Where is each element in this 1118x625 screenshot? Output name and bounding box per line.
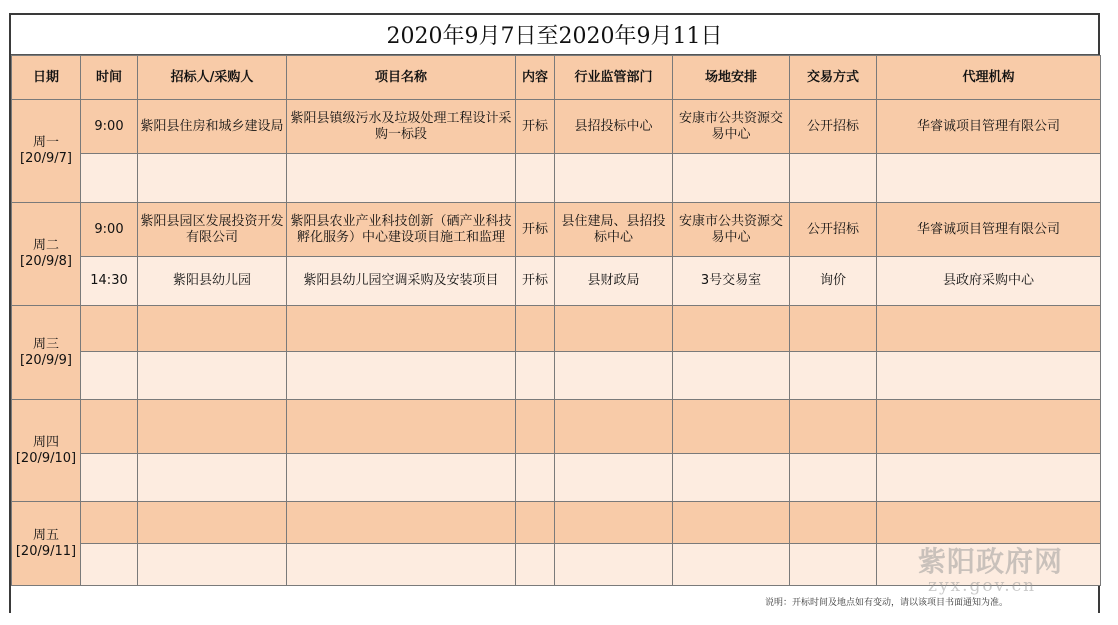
- table-row: [12, 306, 1101, 352]
- table-row: [12, 400, 1101, 454]
- cell-agency: 华睿诚项目管理有限公司: [877, 203, 1101, 257]
- day-date: [20/9/11]: [15, 543, 77, 559]
- cell-dept: 县招投标中心: [555, 100, 673, 154]
- cell-buyer: 紫阳县住房和城乡建设局: [138, 100, 287, 154]
- cell-buyer: 紫阳县园区发展投资开发有限公司: [138, 203, 287, 257]
- header-dept: 行业监管部门: [555, 56, 673, 100]
- cell-venue: 安康市公共资源交易中心: [673, 100, 790, 154]
- cell-project: 紫阳县农业产业科技创新（硒产业科技孵化服务）中心建设项目施工和监理: [287, 203, 516, 257]
- cell-time: 14:30: [81, 257, 138, 306]
- cell-content: 开标: [516, 203, 555, 257]
- day-cell-tue: [12, 203, 81, 306]
- day-cell-wed: [12, 306, 81, 400]
- day-weekday: 周三: [32, 336, 59, 352]
- cell-mode: 询价: [790, 257, 877, 306]
- cell-agency: 县政府采购中心: [877, 257, 1101, 306]
- header-agency: 代理机构: [877, 56, 1101, 100]
- header-date: 日期: [12, 56, 81, 100]
- cell-mode: 公开招标: [790, 203, 877, 257]
- day-date: [20/9/8]: [20, 254, 72, 269]
- cell-mode: 公开招标: [790, 100, 877, 154]
- cell-dept: 县财政局: [555, 257, 673, 306]
- day-date: [20/9/7]: [20, 151, 72, 166]
- day-date: [20/9/9]: [20, 352, 72, 368]
- table-row: [12, 257, 1101, 306]
- day-cell-fri: [12, 502, 81, 586]
- schedule-sheet: [9, 13, 1100, 613]
- table-row: [12, 352, 1101, 400]
- cell-time: 9:00: [81, 203, 138, 257]
- table-row: [12, 154, 1101, 203]
- header-venue: 场地安排: [673, 56, 790, 100]
- day-cell-mon: [12, 100, 81, 203]
- cell-venue: 3号交易室: [673, 257, 790, 306]
- day-date: [20/9/10]: [15, 450, 77, 466]
- note-text: 说明：开标时间及地点如有变动，请以该项目书面通知为准。: [764, 598, 1008, 608]
- day-weekday: 周二: [32, 238, 59, 253]
- day-cell-thu: [12, 400, 81, 502]
- watermark-cn: 紫阳政府网: [918, 545, 1064, 578]
- table-row: [12, 100, 1101, 154]
- watermark-en: zyx.gov.cn: [928, 576, 1037, 596]
- cell-buyer: 紫阳县幼儿园: [138, 257, 287, 306]
- header-buyer: 招标人/采购人: [138, 56, 287, 100]
- site-watermark: [918, 540, 1083, 600]
- cell-content: 开标: [516, 257, 555, 306]
- cell-dept: 县住建局、县招投标中心: [555, 203, 673, 257]
- cell-agency: 华睿诚项目管理有限公司: [877, 100, 1101, 154]
- header-row: [12, 56, 1101, 100]
- day-weekday: 周四: [32, 434, 59, 450]
- cell-time: 9:00: [81, 100, 138, 154]
- cell-project: 紫阳县镇级污水及垃圾处理工程设计采购一标段: [287, 100, 516, 154]
- cell-project: 紫阳县幼儿园空调采购及安装项目: [287, 257, 516, 306]
- table-row: [12, 454, 1101, 502]
- cell-content: 开标: [516, 100, 555, 154]
- header-time: 时间: [81, 56, 138, 100]
- schedule-table: [11, 55, 1101, 586]
- day-weekday: 周五: [32, 527, 59, 543]
- header-mode: 交易方式: [790, 56, 877, 100]
- day-weekday: 周一: [32, 135, 59, 150]
- cell-venue: 安康市公共资源交易中心: [673, 203, 790, 257]
- table-row: [12, 502, 1101, 544]
- table-row: [12, 203, 1101, 257]
- header-project: 项目名称: [287, 56, 516, 100]
- page-title: 2020年9月7日至2020年9月11日: [11, 15, 1098, 55]
- header-content: 内容: [516, 56, 555, 100]
